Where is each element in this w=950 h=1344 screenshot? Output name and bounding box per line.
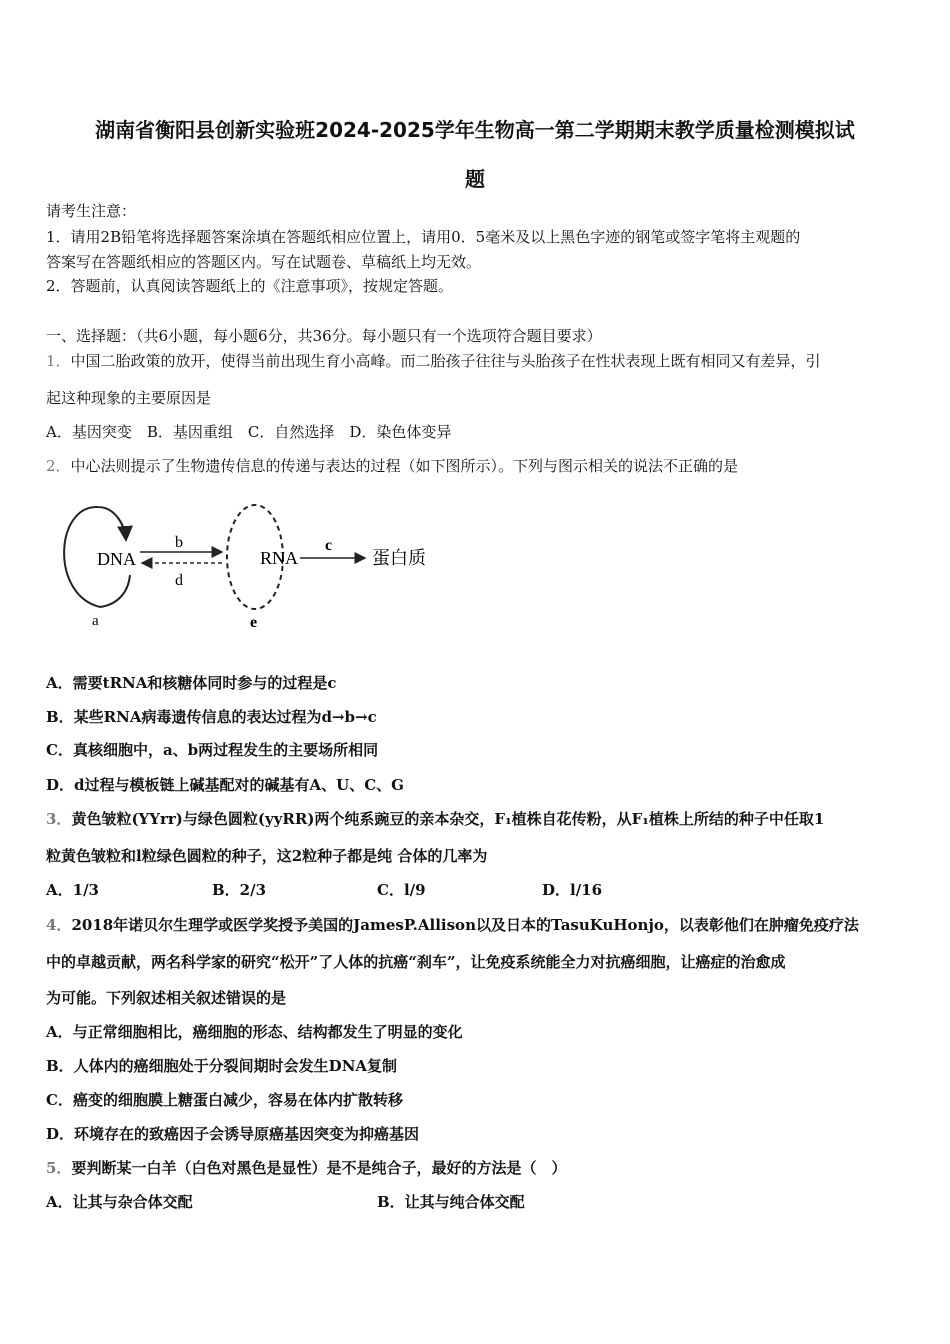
question-number: 1． [46, 352, 71, 370]
q4-option-c: C．癌变的细胞膜上糖蛋白减少，容易在体内扩散转移 [46, 1091, 403, 1109]
label-d: d [175, 572, 183, 589]
question-text: 2018年诺贝尔生理学或医学奖授予美国的JamesP.Allison以及日本的TasuKuHonjo，以表彰他们在肿瘤免疫疗法 [71, 916, 859, 934]
question-2 [46, 456, 738, 476]
q5-option-b: B．让其与纯合体交配 [377, 1193, 525, 1211]
notice-line: 2．答题前，认真阅读答题纸上的《注意事项》，按规定答题。 [46, 277, 454, 295]
notice-line: 1．请用2B铅笔将选择题答案涂填在答题纸相应位置上，请用0．5毫米及以上黑色字迹的钢笔或签字笔将主观题的 [46, 228, 801, 246]
q3-option-c: C．l/9 [377, 881, 426, 899]
q3-option-d: D．l/16 [542, 881, 603, 899]
doc-title-cont: 题 [465, 167, 485, 191]
label-rna: RNA [260, 548, 299, 568]
question-text: 黄色皱粒(YYrr)与绿色圆粒(yyRR)两个纯系豌豆的亲本杂交，F₁植株自花传粉，从F₁植株上所结的种子中任取1 [71, 810, 825, 828]
label-e: e [250, 614, 258, 631]
label-protein: 蛋白质 [372, 548, 426, 568]
question-number: 2． [46, 457, 71, 475]
question-text: 中国二胎政策的放开，使得当前出现生育小高峰。而二胎孩子往往与头胎孩子在性状表现上既有相同又有差异，引 [70, 352, 821, 370]
question-text: 起这种现象的主要原因是 [46, 389, 212, 407]
question-text: 要判断某一白羊（白色对黑色是显性）是不是纯合子，最好的方法是（ ） [71, 1159, 567, 1177]
question-text: 粒黄色皱粒和l粒绿色圆粒的种子，这2粒种子都是纯 合体的几率为 [46, 847, 488, 865]
question-number: 5． [46, 1159, 72, 1177]
notice-heading: 请考生注意： [46, 202, 137, 220]
q4-option-a: A．与正常细胞相比，癌细胞的形态、结构都发生了明显的变化 [46, 1023, 463, 1041]
q4-option-b: B．人体内的癌细胞处于分裂间期时会发生DNA复制 [46, 1057, 398, 1075]
question-text: 中的卓越贡献，两名科学家的研究“松开”了人体的抗癌“刹车”，让免疫系统能全力对抗癌细胞，让癌症的治愈成 [46, 953, 786, 971]
doc-title: 湖南省衡阳县创新实验班2024-2025学年生物高一第二学期期末教学质量检测模拟试 [95, 118, 855, 142]
question-5 [46, 1158, 566, 1178]
q3-option-b: B．2/3 [212, 881, 267, 899]
question-3 [46, 809, 824, 829]
question-4 [46, 915, 859, 935]
notice-line: 答案写在答题纸相应的答题区内。写在试题卷、草稿纸上均无效。 [46, 253, 482, 271]
question-number: 3． [46, 810, 72, 828]
label-b: b [175, 534, 183, 551]
q2-option-a: A．需要tRNA和核糖体同时参与的过程是c [46, 674, 337, 692]
label-c: c [325, 537, 333, 554]
q2-option-d: D．d过程与模板链上碱基配对的碱基有A、U、C、G [46, 776, 404, 794]
label-a: a [92, 613, 99, 629]
q2-option-c: C．真核细胞中，a、b两过程发生的主要场所相同 [46, 741, 379, 759]
question-text: 中心法则提示了生物遗传信息的传递与表达的过程（如下图所示）。下列与图示相关的说法不正确的是 [70, 457, 739, 475]
q1-options: A．基因突变 B．基因重组 C．自然选择 D．染色体变异 [46, 423, 452, 441]
q5-option-a: A．让其与杂合体交配 [46, 1193, 193, 1211]
q2-option-b: B．某些RNA病毒遗传信息的表达过程为d→b→c [46, 708, 377, 726]
q4-option-d: D．环境存在的致癌因子会诱导原癌基因突变为抑癌基因 [46, 1125, 420, 1143]
q3-option-a: A．1/3 [46, 881, 99, 899]
label-dna: DNA [97, 549, 136, 569]
question-text: 为可能。下列叙述相关叙述错误的是 [46, 989, 287, 1007]
question-number: 4． [46, 916, 72, 934]
question-1 [46, 351, 821, 371]
central-dogma-diagram [60, 495, 450, 635]
section-heading: 一、选择题：（共6小题，每小题6分，共36分。每小题只有一个选项符合题目要求） [46, 327, 602, 345]
